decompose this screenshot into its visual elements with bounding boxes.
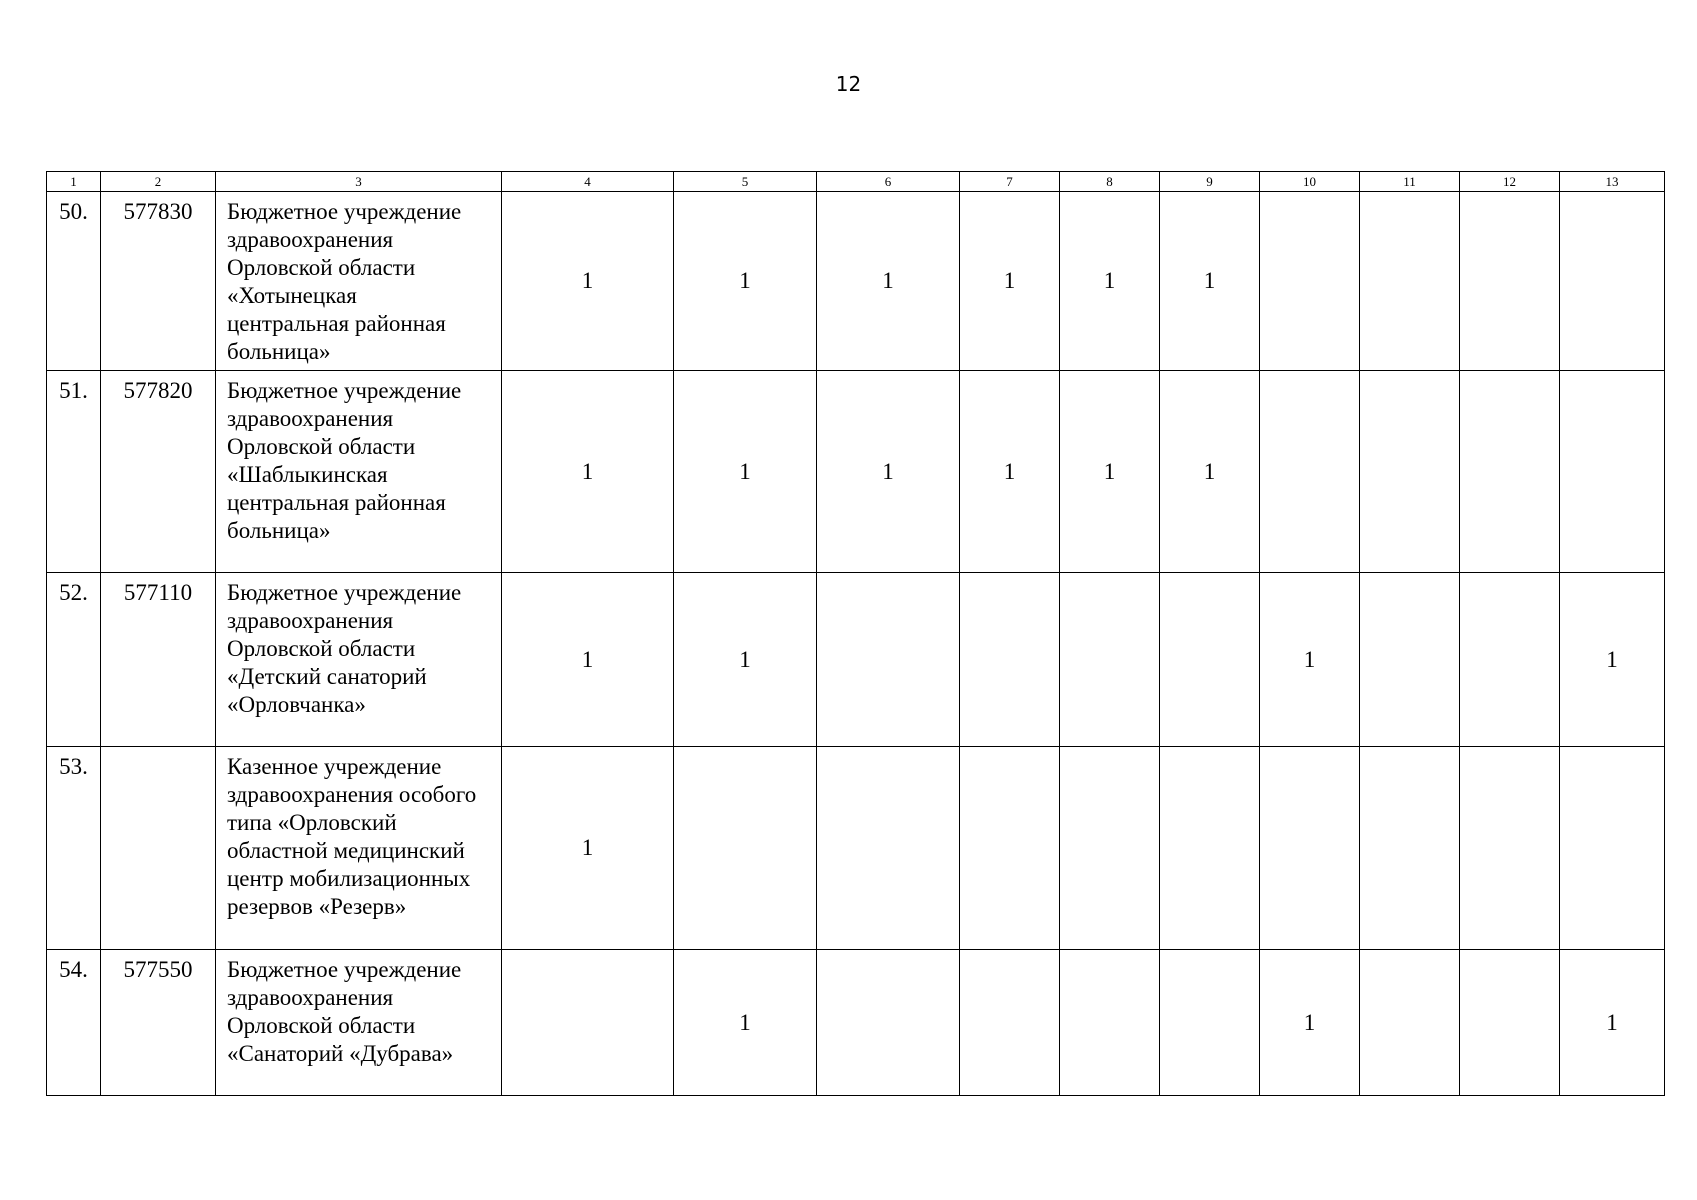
value-cell: [1160, 950, 1260, 1096]
row-number-cell: 54.: [47, 950, 101, 1096]
name-line: «Хотынецкая: [227, 283, 357, 308]
table-row: [47, 950, 1665, 1096]
name-line: центральная районная: [227, 490, 446, 515]
name-line: центр мобилизационных: [227, 866, 471, 891]
value-cell: [960, 573, 1060, 747]
row-number-cell: 52.: [47, 573, 101, 747]
institution-code-cell: [101, 747, 216, 950]
row-number-cell: 53.: [47, 747, 101, 950]
value-cell: [1060, 573, 1160, 747]
value-cell: 1: [1560, 950, 1665, 1096]
institution-name-cell: [216, 747, 502, 950]
row-number-cell: 50.: [47, 192, 101, 371]
name-line: резервов «Резерв»: [227, 894, 407, 919]
name-line: здравоохранения особого: [227, 782, 477, 807]
table-row: [47, 747, 1665, 950]
value-cell: 1: [674, 371, 817, 573]
column-header: 2: [101, 172, 216, 192]
value-cell: 1: [1160, 371, 1260, 573]
value-cell: [1260, 371, 1360, 573]
value-cell: 1: [502, 573, 674, 747]
name-line: Казенное учреждение: [227, 754, 442, 779]
column-header: 6: [817, 172, 960, 192]
value-cell: 1: [960, 371, 1060, 573]
value-cell: [502, 950, 674, 1096]
value-cell: [817, 573, 960, 747]
value-cell: [1460, 747, 1560, 950]
column-header: 13: [1560, 172, 1665, 192]
value-cell: [1460, 950, 1560, 1096]
value-cell: [1460, 371, 1560, 573]
value-cell: [1460, 192, 1560, 371]
row-number-cell: 51.: [47, 371, 101, 573]
value-cell: 1: [674, 573, 817, 747]
data-table: [46, 171, 1665, 1096]
column-header: 7: [960, 172, 1060, 192]
name-line: областной медицинский: [227, 838, 465, 863]
value-cell: [817, 950, 960, 1096]
value-cell: [1360, 950, 1460, 1096]
name-line: здравоохранения: [227, 406, 394, 431]
column-header: 5: [674, 172, 817, 192]
value-cell: 1: [817, 192, 960, 371]
name-line: Орловской области: [227, 434, 416, 459]
table-row: [47, 371, 1665, 573]
institution-name-cell: [216, 950, 502, 1096]
value-cell: 1: [1060, 371, 1160, 573]
value-cell: 1: [502, 192, 674, 371]
value-cell: [1160, 573, 1260, 747]
name-line: Орловской области: [227, 636, 416, 661]
institution-name-cell: [216, 192, 502, 371]
name-line: Бюджетное учреждение: [227, 378, 462, 403]
value-cell: [1460, 573, 1560, 747]
value-cell: [1560, 747, 1665, 950]
name-line: «Детский санаторий: [227, 664, 427, 689]
name-line: типа «Орловский: [227, 810, 397, 835]
name-line: «Шаблыкинская: [227, 462, 388, 487]
name-line: центральная районная: [227, 311, 446, 336]
column-header: 9: [1160, 172, 1260, 192]
name-line: здравоохранения: [227, 985, 394, 1010]
name-line: Орловской области: [227, 1013, 416, 1038]
name-line: «Санаторий «Дубрава»: [227, 1041, 454, 1066]
value-cell: [1260, 747, 1360, 950]
value-cell: 1: [674, 950, 817, 1096]
value-cell: [1360, 192, 1460, 371]
column-header: 11: [1360, 172, 1460, 192]
column-number-header-row: [47, 172, 1665, 192]
value-cell: 1: [674, 192, 817, 371]
value-cell: 1: [502, 747, 674, 950]
name-line: больница»: [227, 518, 331, 543]
page-number: 12: [835, 72, 862, 96]
table-row: [47, 573, 1665, 747]
value-cell: 1: [502, 371, 674, 573]
value-cell: [1260, 192, 1360, 371]
value-cell: [1560, 192, 1665, 371]
column-header: 12: [1460, 172, 1560, 192]
value-cell: 1: [1260, 573, 1360, 747]
institution-code-cell: 577550: [101, 950, 216, 1096]
value-cell: [1560, 371, 1665, 573]
value-cell: 1: [1560, 573, 1665, 747]
value-cell: [1060, 950, 1160, 1096]
value-cell: [1060, 747, 1160, 950]
name-line: больница»: [227, 339, 331, 364]
value-cell: [1360, 747, 1460, 950]
name-line: «Орловчанка»: [227, 692, 366, 717]
value-cell: [1360, 371, 1460, 573]
column-header: 1: [47, 172, 101, 192]
column-header: 4: [502, 172, 674, 192]
column-header: 3: [216, 172, 502, 192]
institution-name-cell: [216, 371, 502, 573]
value-cell: 1: [1160, 192, 1260, 371]
institution-code-cell: 577830: [101, 192, 216, 371]
column-header: 10: [1260, 172, 1360, 192]
name-line: здравоохранения: [227, 227, 394, 252]
institution-name-cell: [216, 573, 502, 747]
value-cell: [817, 747, 960, 950]
name-line: Бюджетное учреждение: [227, 957, 462, 982]
name-line: Бюджетное учреждение: [227, 580, 462, 605]
name-line: здравоохранения: [227, 608, 394, 633]
value-cell: 1: [1060, 192, 1160, 371]
value-cell: [960, 747, 1060, 950]
value-cell: 1: [960, 192, 1060, 371]
institution-code-cell: 577820: [101, 371, 216, 573]
value-cell: 1: [1260, 950, 1360, 1096]
value-cell: 1: [817, 371, 960, 573]
value-cell: [960, 950, 1060, 1096]
value-cell: [1360, 573, 1460, 747]
institution-code-cell: 577110: [101, 573, 216, 747]
value-cell: [674, 747, 817, 950]
name-line: Бюджетное учреждение: [227, 199, 462, 224]
value-cell: [1160, 747, 1260, 950]
name-line: Орловской области: [227, 255, 416, 280]
column-header: 8: [1060, 172, 1160, 192]
table-row: [47, 192, 1665, 371]
